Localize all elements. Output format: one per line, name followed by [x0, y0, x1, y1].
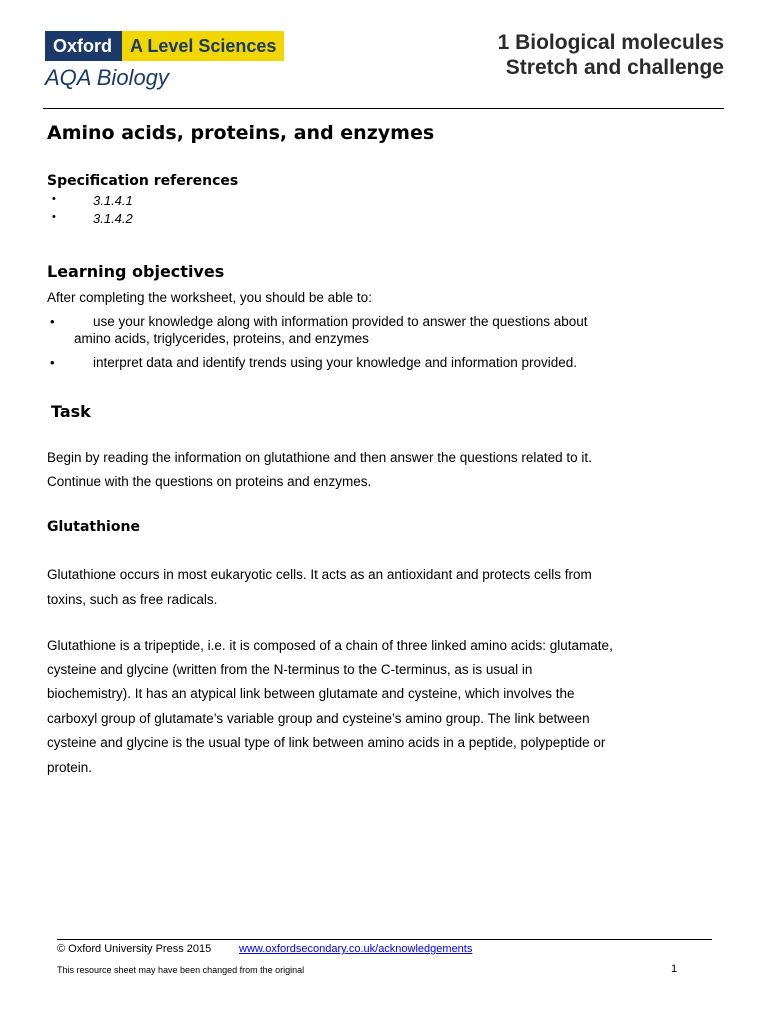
- bullet-icon: •: [50, 314, 55, 329]
- brand-oxford: Oxford: [45, 31, 122, 61]
- page-number: 1: [671, 963, 678, 975]
- acknowledgements-link[interactable]: www.oxfordsecondary.co.uk/acknowledgements: [239, 943, 473, 955]
- spec-heading: Specification references: [47, 173, 239, 189]
- glutathione-heading: Glutathione: [47, 519, 140, 535]
- objective-item-1-line-1: use your knowledge along with information provided to answer the questions about: [93, 314, 588, 329]
- header-divider: [43, 108, 724, 109]
- footer-divider: [57, 939, 712, 940]
- paragraph-line: toxins, such as free radicals.: [47, 592, 218, 607]
- page-title: Amino acids, proteins, and enzymes: [47, 122, 435, 144]
- paragraph-line: Glutathione occurs in most eukaryotic cells. It acts as an antioxidant and protects cells from: [47, 567, 592, 582]
- paragraph-line: Glutathione is a tripeptide, i.e. it is composed of a chain of three linked amino acids: glutamate,: [47, 638, 613, 653]
- bullet-icon: •: [50, 355, 55, 370]
- paragraph-line: biochemistry). It has an atypical link between glutamate and cysteine, which involves the: [47, 686, 575, 701]
- subject-title: AQA Biology: [45, 65, 169, 90]
- objectives-heading: Learning objectives: [47, 262, 225, 281]
- chapter-line-2: Stretch and challenge: [505, 56, 724, 79]
- paragraph-line: protein.: [47, 760, 93, 775]
- bullet-icon: •: [52, 193, 56, 205]
- chapter-line-1: 1 Biological molecules: [497, 31, 724, 54]
- task-line-1: Begin by reading the information on glutathione and then answer the questions related to it.: [47, 450, 592, 465]
- bullet-icon: •: [52, 211, 56, 223]
- spec-item: 3.1.4.2: [93, 211, 133, 226]
- objective-item-1-line-2: amino acids, triglycerides, proteins, and enzymes: [74, 331, 369, 346]
- paragraph-line: cysteine and glycine is the usual type of link between amino acids in a peptide, polypeptide or: [47, 735, 606, 750]
- objective-item-2: interpret data and identify trends using your knowledge and information provided.: [93, 355, 578, 370]
- paragraph-line: carboxyl group of glutamate’s variable group and cysteine’s amino group. The link between: [47, 711, 590, 726]
- brand-series: A Level Sciences: [122, 31, 284, 61]
- objectives-intro: After completing the worksheet, you should be able to:: [47, 290, 372, 305]
- chapter-heading: [498, 30, 724, 80]
- paragraph-line: cysteine and glycine (written from the N-terminus to the C-terminus, as is usual in: [47, 662, 533, 677]
- copyright-text: © Oxford University Press 2015: [57, 943, 212, 955]
- brand-logo: [45, 31, 284, 61]
- task-heading: Task: [51, 402, 91, 421]
- footer-note: This resource sheet may have been changed from the original: [57, 965, 305, 975]
- task-line-2: Continue with the questions on proteins and enzymes.: [47, 474, 372, 489]
- spec-item: 3.1.4.1: [93, 193, 133, 208]
